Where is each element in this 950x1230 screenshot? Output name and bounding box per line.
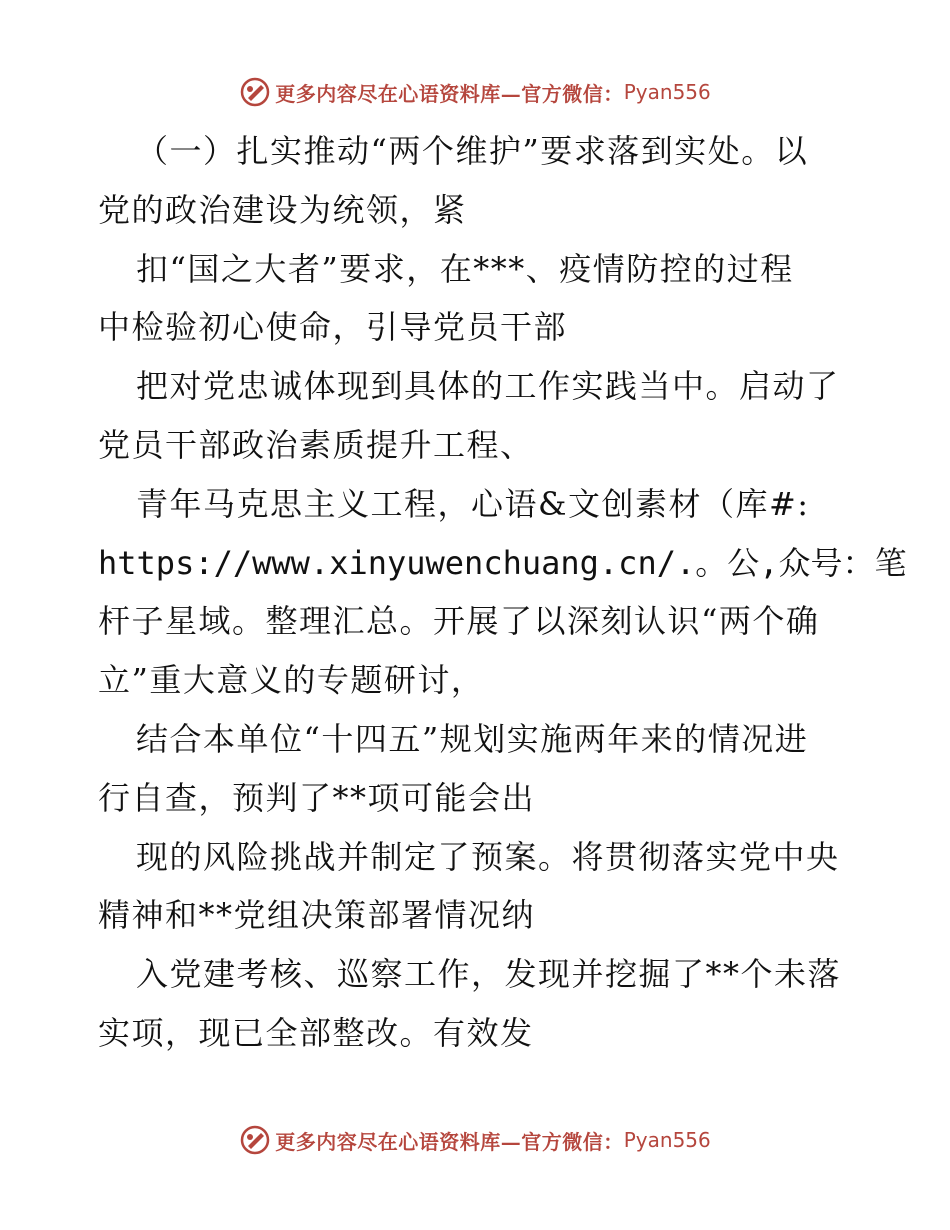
document-body — [98, 122, 907, 1063]
footer-watermark-banner — [0, 1120, 950, 1160]
text-line: 党的政治建设为统领，紧 — [98, 190, 467, 229]
header-watermark-banner — [0, 72, 950, 112]
banner-text: 更多内容尽在心语资料库—官方微信： — [275, 1129, 624, 1154]
text-line: 青年马克思主义工程，心语&文创素材（库#: — [136, 484, 810, 523]
brand-logo-icon — [239, 1124, 271, 1156]
text-line: 行自查，预判了**项可能会出 — [98, 778, 536, 817]
text-line: 实项，现已全部整改。有效发 — [98, 1013, 534, 1052]
text-line: 精神和**党组决策部署情况纳 — [98, 896, 536, 935]
banner-wechat-id: Pyan556 — [623, 80, 711, 104]
text-line: 结合本单位“十四五”规划实施两年来的情况进 — [136, 719, 809, 758]
brand-logo-icon — [239, 76, 271, 108]
text-line: 杆子星域。整理汇总。开展了以深刻认识“两个确 — [98, 602, 820, 641]
text-line: 党员干部政治素质提升工程、 — [98, 425, 534, 464]
text-line: 入党建考核、巡察工作，发现并挖掘了**个未落 — [136, 955, 842, 994]
text-line: （一）扎实推动“两个维护”要求落到实处。以 — [136, 132, 809, 170]
text-line: 中检验初心使命，引导党员干部 — [98, 308, 568, 347]
text-line: 立”重大意义的专题研讨， — [98, 661, 485, 700]
text-line: 扣“国之大者”要求，在***、疫情防控的过程 — [136, 249, 794, 288]
text-line: 现的风险挑战并制定了预案。将贯彻落实党中央 — [136, 837, 840, 876]
banner-text: 更多内容尽在心语资料库—官方微信： — [275, 81, 624, 106]
text-line: 把对党忠诚体现到具体的工作实践当中。启动了 — [136, 367, 840, 406]
text-line-url: https://www.xinyuwenchuang.cn/.。公,众号：笔 — [98, 543, 907, 582]
banner-wechat-id: Pyan556 — [623, 1128, 711, 1152]
